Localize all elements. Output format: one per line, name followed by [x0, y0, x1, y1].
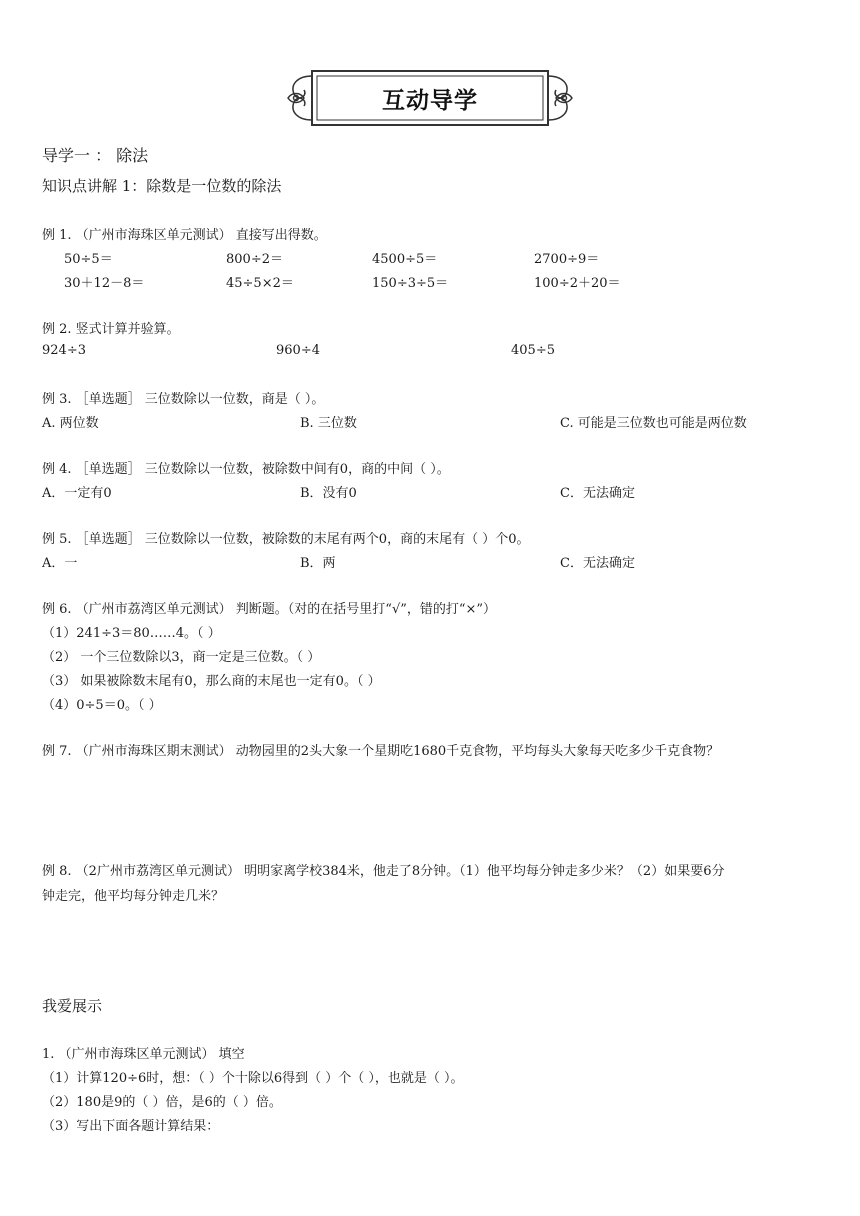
option-c: C．无法确定	[560, 486, 635, 501]
calc-item: 150÷3÷5＝	[372, 276, 449, 291]
example-3-title: 例 3. ［单选题］ 三位数除以一位数，商是（ ）。	[42, 392, 325, 407]
calc-item: 30＋12－8＝	[64, 276, 145, 291]
option-a: A．一定有0	[42, 486, 112, 501]
knowledge-point: 知识点讲解 1：除数是一位数的除法	[42, 177, 282, 195]
calc-item: 2700÷9＝	[534, 252, 600, 267]
example-2-title: 例 2. 竖式计算并验算。	[42, 322, 180, 337]
option-b: B. 三位数	[300, 416, 357, 431]
example-5-title: 例 5. ［单选题］ 三位数除以一位数，被除数的末尾有两个0，商的末尾有（ ）个0。	[42, 532, 530, 547]
judge-item: （4）0÷5＝0。（ ）	[42, 698, 162, 713]
option-a: A．一	[42, 556, 78, 571]
example-1-title: 例 1. （广州市海珠区单元测试） 直接写出得数。	[42, 228, 327, 243]
calc-item: 100÷2＋20＝	[534, 276, 621, 291]
calc-item: 924÷3	[42, 343, 86, 358]
calc-item: 4500÷5＝	[372, 252, 438, 267]
example-8-line-1: 例 8. （2广州市荔湾区单元测试） 明明家离学校384米，他走了8分钟。（1）他平均每分钟走多少米？（2）如果要6分	[42, 864, 725, 879]
option-b: B．两	[300, 556, 336, 571]
example-7-title: 例 7. （广州市海珠区期末测试） 动物园里的2头大象一个星期吃1680千克食物，平均每头大象每天吃多少千克食物？	[42, 744, 720, 759]
judge-item: （2） 一个三位数除以3，商一定是三位数。（ ）	[42, 650, 321, 665]
option-c: C. 可能是三位数也可能是两位数	[560, 416, 747, 431]
calc-item: 800÷2＝	[226, 252, 283, 267]
show-question-1-title: 1. （广州市海珠区单元测试） 填空	[42, 1047, 245, 1062]
example-4-title: 例 4. ［单选题］ 三位数除以一位数，被除数中间有0，商的中间（ ）。	[42, 462, 450, 477]
calc-item: 45÷5×2＝	[226, 276, 294, 291]
show-heading: 我爱展示	[42, 997, 103, 1015]
title-banner	[284, 66, 576, 130]
option-a: A. 两位数	[42, 416, 99, 431]
section-heading: 导学一 ： 除法	[42, 146, 149, 165]
option-b: B．没有0	[300, 486, 357, 501]
option-c: C．无法确定	[560, 556, 635, 571]
fill-item: （3）写出下面各题计算结果：	[42, 1119, 220, 1134]
calc-item: 960÷4	[276, 343, 320, 358]
judge-item: （3） 如果被除数末尾有0，那么商的末尾也一定有0。（ ）	[42, 674, 381, 689]
fill-item: （2）180是9的（ ）倍，是6的（ ）倍。	[42, 1095, 282, 1110]
calc-item: 405÷5	[511, 343, 555, 358]
fill-item: （1）计算120÷6时，想：（ ）个十除以6得到（ ）个（ ），也就是（ ）。	[42, 1071, 464, 1086]
judge-item: （1）241÷3＝80……4。（ ）	[42, 626, 221, 641]
example-6-title: 例 6. （广州市荔湾区单元测试） 判断题。（对的在括号里打“√”，错的打“×”）	[42, 602, 497, 617]
example-8-line-2: 钟走完，他平均每分钟走几米？	[42, 889, 225, 904]
banner-title: 互动导学	[382, 88, 478, 114]
calc-item: 50÷5＝	[64, 252, 113, 267]
